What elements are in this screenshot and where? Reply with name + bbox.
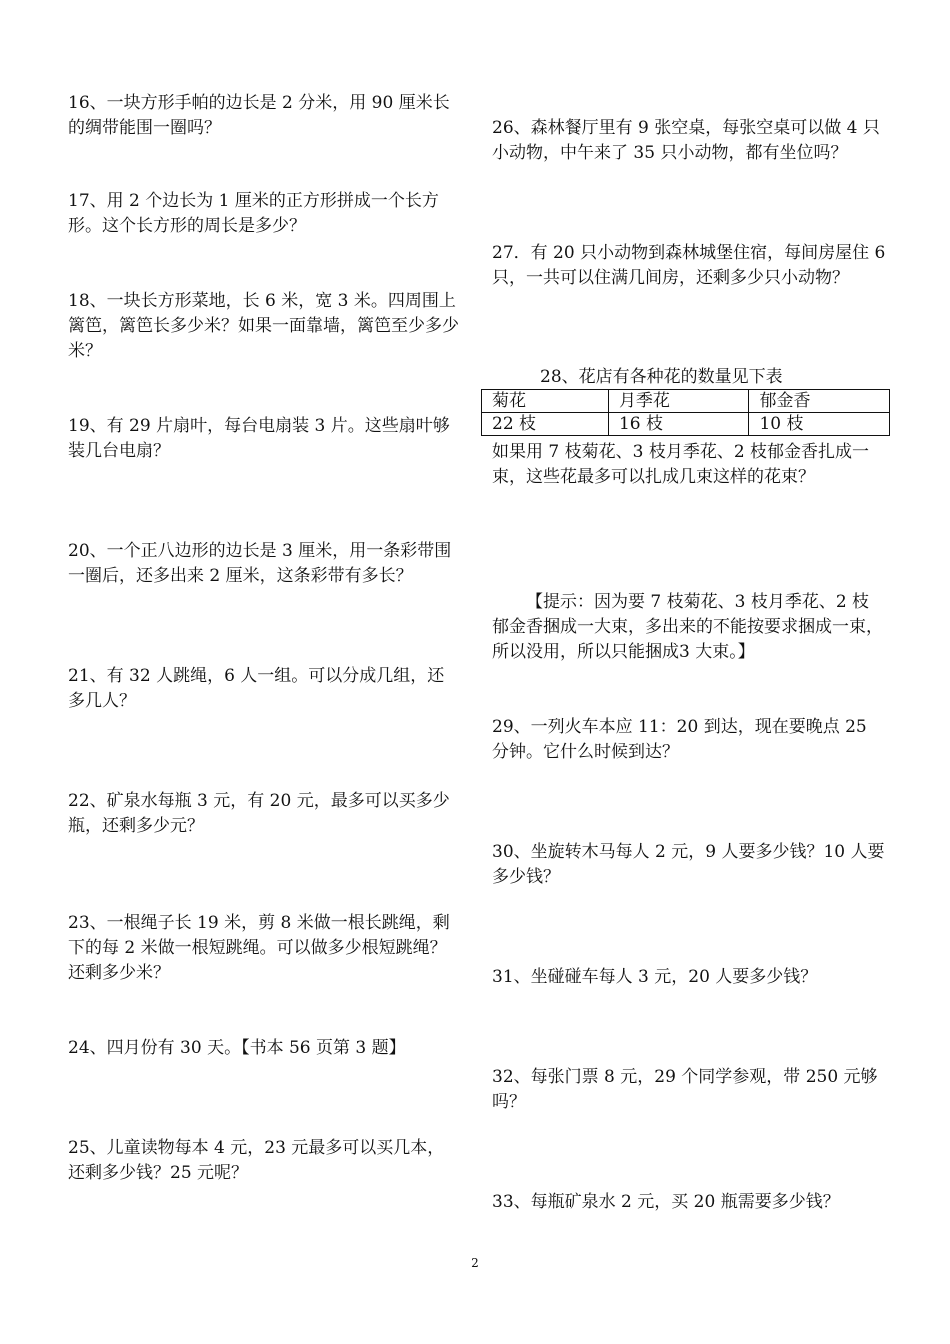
question-16: 16、一块方形手帕的边长是 2 分米，用 90 厘米长的绸带能围一圈吗？	[68, 93, 450, 138]
question-30: 30、坐旋转木马每人 2 元，9 人要多少钱？10 人要多少钱？	[492, 842, 885, 887]
table-row	[482, 413, 890, 436]
question-22: 22、矿泉水每瓶 3 元，有 20 元，最多可以买多少瓶，还剩多少元？	[68, 791, 450, 836]
question-23: 23、一根绳子长 19 米，剪 8 米做一根长跳绳，剩下的每 2 米做一根短跳绳。可以做多少根短跳绳？还剩多少米？	[68, 913, 450, 983]
table-cell: 22 枝	[482, 413, 609, 436]
question-29: 29、一列火车本应 11：20 到达，现在要晚点 25 分钟。它什么时候到达？	[492, 717, 867, 762]
question-33: 33、每瓶矿泉水 2 元，买 20 瓶需要多少钱？	[492, 1192, 840, 1212]
table-header-cell: 月季花	[608, 390, 749, 413]
question-28-text: 如果用 7 枝菊花、3 枝月季花、2 枝郁金香扎成一束，这些花最多可以扎成几束这样的花束？	[492, 442, 870, 487]
question-21: 21、有 32 人跳绳，6 人一组。可以分成几组，还多几人？	[68, 666, 445, 711]
table-row	[482, 390, 890, 413]
table-cell: 16 枝	[608, 413, 749, 436]
question-19: 19、有 29 片扇叶，每台电扇装 3 片。这些扇叶够装几台电扇？	[68, 416, 450, 461]
table-header-cell: 郁金香	[749, 390, 890, 413]
question-28-hint: 【提示：因为要 7 枝菊花、3 枝月季花、2 枝郁金香捆成一大束，多出来的不能按要求捆成一束，所以没用，所以只能捆成3 大束。】	[492, 592, 883, 662]
table-cell: 10 枝	[749, 413, 890, 436]
question-18: 18、一块长方形菜地，长 6 米，宽 3 米。四周围上篱笆，篱笆长多少米？如果一面靠墙，篱笆至少多少米？	[68, 291, 459, 361]
question-20: 20、一个正八边形的边长是 3 厘米，用一条彩带围一圈后，还多出来 2 厘米，这条彩带有多长？	[68, 541, 452, 586]
question-25: 25、儿童读物每本 4 元，23 元最多可以买几本，还剩多少钱？25 元呢？	[68, 1138, 445, 1183]
flower-table	[481, 389, 890, 436]
question-27: 27．有 20 只小动物到森林城堡住宿，每间房屋住 6 只，一共可以住满几间房，还剩多少只小动物？	[492, 243, 886, 288]
question-17: 17、用 2 个边长为 1 厘米的正方形拼成一个长方形。这个长方形的周长是多少？	[68, 191, 439, 236]
page-number: 2	[471, 1256, 479, 1270]
question-26: 26、森林餐厅里有 9 张空桌，每张空桌可以做 4 只小动物，中午来了 35 只小动物，都有坐位吗？	[492, 118, 880, 163]
question-28-caption: 28、花店有各种花的数量见下表	[540, 367, 783, 387]
question-31: 31、坐碰碰车每人 3 元，20 人要多少钱？	[492, 967, 818, 987]
table-header-cell: 菊花	[482, 390, 609, 413]
question-32: 32、每张门票 8 元，29 个同学参观，带 250 元够吗？	[492, 1067, 878, 1112]
question-24: 24、四月份有 30 天。【书本 56 页第 3 题】	[68, 1038, 406, 1058]
